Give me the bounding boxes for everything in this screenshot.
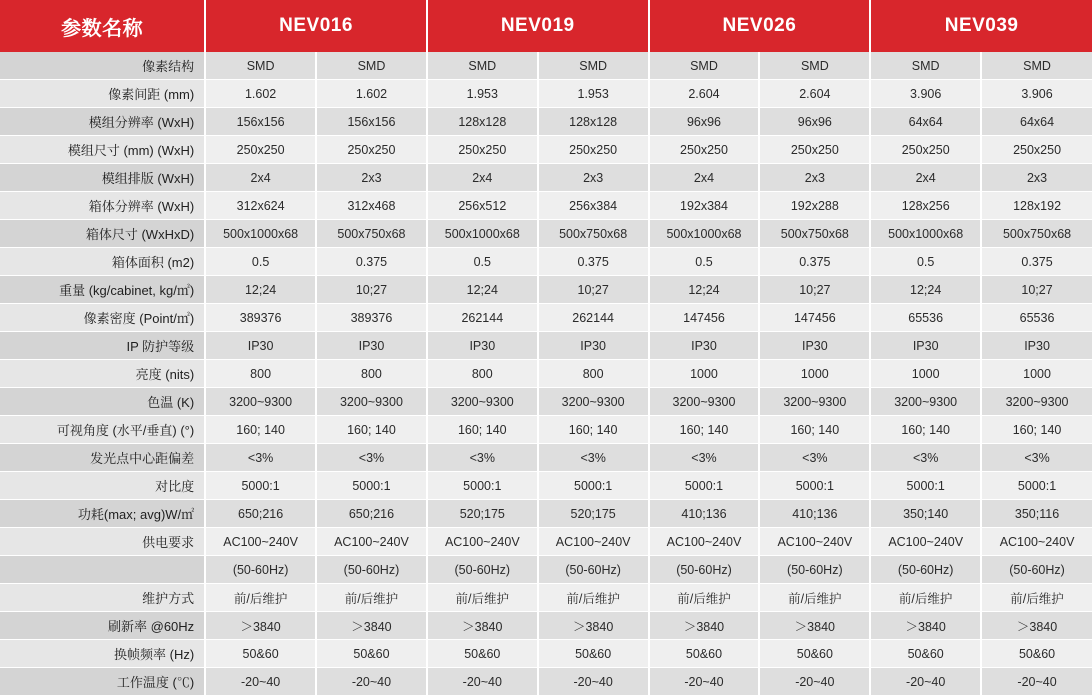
table-cell: 50&60 bbox=[649, 640, 760, 668]
table-row bbox=[0, 304, 1092, 332]
row-label: 模组尺寸 (mm) (WxH) bbox=[0, 136, 205, 164]
table-cell: -20~40 bbox=[981, 668, 1092, 696]
table-cell: 800 bbox=[316, 360, 427, 388]
table-cell: 50&60 bbox=[538, 640, 649, 668]
row-label: 重量 (kg/cabinet, kg/㎡) bbox=[0, 276, 205, 304]
table-cell: SMD bbox=[981, 52, 1092, 80]
table-row bbox=[0, 668, 1092, 696]
table-cell: IP30 bbox=[427, 332, 538, 360]
header-model-2: NEV026 bbox=[649, 0, 871, 52]
table-cell: (50-60Hz) bbox=[870, 556, 981, 584]
table-cell: 5000:1 bbox=[759, 472, 870, 500]
table-cell: 0.375 bbox=[981, 248, 1092, 276]
table-cell: 5000:1 bbox=[538, 472, 649, 500]
table-cell: -20~40 bbox=[538, 668, 649, 696]
table-cell: 800 bbox=[205, 360, 316, 388]
table-cell: SMD bbox=[759, 52, 870, 80]
table-cell: 192x288 bbox=[759, 192, 870, 220]
table-cell: 500x1000x68 bbox=[870, 220, 981, 248]
table-cell: 2.604 bbox=[759, 80, 870, 108]
table-cell: <3% bbox=[870, 444, 981, 472]
table-cell: 前/后维护 bbox=[981, 584, 1092, 612]
table-cell: 12;24 bbox=[427, 276, 538, 304]
table-cell: 160; 140 bbox=[649, 416, 760, 444]
row-label: 功耗(max; avg)W/㎡ bbox=[0, 500, 205, 528]
table-row bbox=[0, 220, 1092, 248]
row-label: 模组分辨率 (WxH) bbox=[0, 108, 205, 136]
table-row bbox=[0, 360, 1092, 388]
table-cell: 65536 bbox=[981, 304, 1092, 332]
table-cell: 520;175 bbox=[538, 500, 649, 528]
table-cell: ＞3840 bbox=[649, 612, 760, 640]
table-cell: 256x512 bbox=[427, 192, 538, 220]
row-label: 像素结构 bbox=[0, 52, 205, 80]
table-cell: 1.602 bbox=[316, 80, 427, 108]
table-cell: 2x3 bbox=[981, 164, 1092, 192]
table-row bbox=[0, 444, 1092, 472]
table-cell: AC100~240V bbox=[981, 528, 1092, 556]
table-cell: IP30 bbox=[981, 332, 1092, 360]
table-row bbox=[0, 416, 1092, 444]
table-row bbox=[0, 500, 1092, 528]
table-cell: SMD bbox=[316, 52, 427, 80]
table-cell: IP30 bbox=[759, 332, 870, 360]
table-cell: IP30 bbox=[205, 332, 316, 360]
table-cell: 250x250 bbox=[759, 136, 870, 164]
table-cell: 10;27 bbox=[538, 276, 649, 304]
row-label: 对比度 bbox=[0, 472, 205, 500]
table-cell: <3% bbox=[316, 444, 427, 472]
table-cell: (50-60Hz) bbox=[649, 556, 760, 584]
table-cell: AC100~240V bbox=[538, 528, 649, 556]
table-cell: AC100~240V bbox=[870, 528, 981, 556]
table-cell: 3200~9300 bbox=[538, 388, 649, 416]
table-cell: 10;27 bbox=[316, 276, 427, 304]
table-cell: (50-60Hz) bbox=[759, 556, 870, 584]
row-label: 刷新率 @60Hz bbox=[0, 612, 205, 640]
table-cell: 800 bbox=[427, 360, 538, 388]
table-cell: 5000:1 bbox=[649, 472, 760, 500]
row-label: 工作温度 (℃) bbox=[0, 668, 205, 696]
table-cell: 389376 bbox=[205, 304, 316, 332]
table-cell: 2x3 bbox=[759, 164, 870, 192]
header-row bbox=[0, 0, 1092, 52]
table-cell: 12;24 bbox=[205, 276, 316, 304]
table-cell: IP30 bbox=[538, 332, 649, 360]
table-cell: 5000:1 bbox=[316, 472, 427, 500]
table-cell: 160; 140 bbox=[759, 416, 870, 444]
table-cell: 10;27 bbox=[759, 276, 870, 304]
table-cell: 2x3 bbox=[538, 164, 649, 192]
row-label: 箱体面积 (m2) bbox=[0, 248, 205, 276]
table-cell: 2x4 bbox=[205, 164, 316, 192]
table-row bbox=[0, 108, 1092, 136]
table-cell: 前/后维护 bbox=[427, 584, 538, 612]
table-cell: <3% bbox=[205, 444, 316, 472]
table-cell: (50-60Hz) bbox=[316, 556, 427, 584]
row-label: IP 防护等级 bbox=[0, 332, 205, 360]
table-cell: AC100~240V bbox=[316, 528, 427, 556]
table-cell: 520;175 bbox=[427, 500, 538, 528]
table-row bbox=[0, 164, 1092, 192]
table-cell: 前/后维护 bbox=[649, 584, 760, 612]
table-cell: ＞3840 bbox=[870, 612, 981, 640]
table-cell: IP30 bbox=[870, 332, 981, 360]
table-cell: 128x128 bbox=[427, 108, 538, 136]
table-cell: -20~40 bbox=[205, 668, 316, 696]
table-cell: 800 bbox=[538, 360, 649, 388]
table-cell: 64x64 bbox=[870, 108, 981, 136]
table-cell: 10;27 bbox=[981, 276, 1092, 304]
table-cell: ＞3840 bbox=[981, 612, 1092, 640]
table-cell: (50-60Hz) bbox=[205, 556, 316, 584]
table-cell: 312x468 bbox=[316, 192, 427, 220]
table-cell: 389376 bbox=[316, 304, 427, 332]
row-label: 像素间距 (mm) bbox=[0, 80, 205, 108]
table-cell: 12;24 bbox=[649, 276, 760, 304]
header-model-3: NEV039 bbox=[870, 0, 1092, 52]
row-label: 像素密度 (Point/㎡) bbox=[0, 304, 205, 332]
table-cell: <3% bbox=[649, 444, 760, 472]
table-cell: 160; 140 bbox=[316, 416, 427, 444]
row-label: 亮度 (nits) bbox=[0, 360, 205, 388]
table-cell: 250x250 bbox=[649, 136, 760, 164]
table-row bbox=[0, 332, 1092, 360]
row-label: 模组排版 (WxH) bbox=[0, 164, 205, 192]
table-cell: 250x250 bbox=[870, 136, 981, 164]
table-cell: -20~40 bbox=[759, 668, 870, 696]
table-row bbox=[0, 472, 1092, 500]
table-cell: 50&60 bbox=[870, 640, 981, 668]
table-cell: 160; 140 bbox=[427, 416, 538, 444]
table-cell: 500x750x68 bbox=[759, 220, 870, 248]
table-cell: 500x750x68 bbox=[538, 220, 649, 248]
table-cell: 250x250 bbox=[981, 136, 1092, 164]
table-cell: 0.5 bbox=[649, 248, 760, 276]
table-cell: AC100~240V bbox=[427, 528, 538, 556]
table-cell: 50&60 bbox=[759, 640, 870, 668]
table-cell: 128x192 bbox=[981, 192, 1092, 220]
table-cell: SMD bbox=[538, 52, 649, 80]
table-cell: 500x1000x68 bbox=[427, 220, 538, 248]
table-cell: 3200~9300 bbox=[759, 388, 870, 416]
table-cell: AC100~240V bbox=[759, 528, 870, 556]
table-cell: 128x128 bbox=[538, 108, 649, 136]
table-header bbox=[0, 0, 1092, 52]
table-row bbox=[0, 136, 1092, 164]
table-cell: 前/后维护 bbox=[205, 584, 316, 612]
table-cell: 0.375 bbox=[759, 248, 870, 276]
table-cell: 65536 bbox=[870, 304, 981, 332]
table-cell: SMD bbox=[205, 52, 316, 80]
table-cell: 250x250 bbox=[205, 136, 316, 164]
table-cell: 3200~9300 bbox=[981, 388, 1092, 416]
table-cell: 128x256 bbox=[870, 192, 981, 220]
table-cell: 2x4 bbox=[870, 164, 981, 192]
table-cell: AC100~240V bbox=[205, 528, 316, 556]
table-cell: 650;216 bbox=[316, 500, 427, 528]
table-body bbox=[0, 52, 1092, 696]
header-param-name: 参数名称 bbox=[0, 0, 205, 52]
table-cell: 0.375 bbox=[538, 248, 649, 276]
table-cell: ＞3840 bbox=[205, 612, 316, 640]
table-cell: 1.953 bbox=[427, 80, 538, 108]
table-cell: 160; 140 bbox=[870, 416, 981, 444]
table-cell: 250x250 bbox=[427, 136, 538, 164]
table-cell: <3% bbox=[538, 444, 649, 472]
table-cell: 262144 bbox=[538, 304, 649, 332]
table-cell: ＞3840 bbox=[538, 612, 649, 640]
table-cell: SMD bbox=[649, 52, 760, 80]
table-cell: 500x750x68 bbox=[316, 220, 427, 248]
table-cell: 1000 bbox=[649, 360, 760, 388]
table-cell: 3.906 bbox=[981, 80, 1092, 108]
table-cell: 50&60 bbox=[316, 640, 427, 668]
table-cell: <3% bbox=[759, 444, 870, 472]
table-cell: 96x96 bbox=[759, 108, 870, 136]
table-cell: <3% bbox=[981, 444, 1092, 472]
row-label bbox=[0, 556, 205, 584]
row-label: 箱体分辨率 (WxH) bbox=[0, 192, 205, 220]
table-cell: IP30 bbox=[316, 332, 427, 360]
table-cell: 410;136 bbox=[759, 500, 870, 528]
table-cell: 5000:1 bbox=[427, 472, 538, 500]
table-cell: 3200~9300 bbox=[316, 388, 427, 416]
table-cell: 前/后维护 bbox=[870, 584, 981, 612]
table-cell: 2x4 bbox=[427, 164, 538, 192]
table-cell: (50-60Hz) bbox=[981, 556, 1092, 584]
table-cell: 1.953 bbox=[538, 80, 649, 108]
table-row bbox=[0, 192, 1092, 220]
table-cell: 前/后维护 bbox=[316, 584, 427, 612]
table-cell: 156x156 bbox=[205, 108, 316, 136]
table-row bbox=[0, 556, 1092, 584]
table-cell: 1000 bbox=[981, 360, 1092, 388]
table-cell: 650;216 bbox=[205, 500, 316, 528]
table-cell: 160; 140 bbox=[981, 416, 1092, 444]
table-cell: 160; 140 bbox=[205, 416, 316, 444]
table-cell: 3200~9300 bbox=[205, 388, 316, 416]
table-row bbox=[0, 52, 1092, 80]
table-cell: 1000 bbox=[759, 360, 870, 388]
table-cell: (50-60Hz) bbox=[538, 556, 649, 584]
table-row bbox=[0, 584, 1092, 612]
table-row bbox=[0, 80, 1092, 108]
table-cell: 96x96 bbox=[649, 108, 760, 136]
table-cell: 160; 140 bbox=[538, 416, 649, 444]
table-row bbox=[0, 276, 1092, 304]
row-label: 供电要求 bbox=[0, 528, 205, 556]
table-cell: 5000:1 bbox=[205, 472, 316, 500]
table-cell: ＞3840 bbox=[427, 612, 538, 640]
table-cell: 147456 bbox=[759, 304, 870, 332]
table-cell: SMD bbox=[870, 52, 981, 80]
row-label: 换帧频率 (Hz) bbox=[0, 640, 205, 668]
table-cell: 50&60 bbox=[981, 640, 1092, 668]
table-cell: 192x384 bbox=[649, 192, 760, 220]
table-cell: (50-60Hz) bbox=[427, 556, 538, 584]
table-cell: 3.906 bbox=[870, 80, 981, 108]
table-cell: 312x624 bbox=[205, 192, 316, 220]
table-cell: 12;24 bbox=[870, 276, 981, 304]
table-cell: 262144 bbox=[427, 304, 538, 332]
table-cell: 500x750x68 bbox=[981, 220, 1092, 248]
table-cell: ＞3840 bbox=[316, 612, 427, 640]
table-cell: 2x3 bbox=[316, 164, 427, 192]
table-cell: 410;136 bbox=[649, 500, 760, 528]
table-cell: 350;140 bbox=[870, 500, 981, 528]
table-row bbox=[0, 640, 1092, 668]
table-cell: AC100~240V bbox=[649, 528, 760, 556]
table-cell: 2x4 bbox=[649, 164, 760, 192]
table-cell: <3% bbox=[427, 444, 538, 472]
table-cell: IP30 bbox=[649, 332, 760, 360]
table-cell: ＞3840 bbox=[759, 612, 870, 640]
table-row bbox=[0, 612, 1092, 640]
table-cell: 前/后维护 bbox=[759, 584, 870, 612]
table-cell: 3200~9300 bbox=[870, 388, 981, 416]
header-model-0: NEV016 bbox=[205, 0, 427, 52]
table-cell: SMD bbox=[427, 52, 538, 80]
table-cell: 250x250 bbox=[316, 136, 427, 164]
table-cell: 1.602 bbox=[205, 80, 316, 108]
table-cell: -20~40 bbox=[427, 668, 538, 696]
table-cell: 50&60 bbox=[205, 640, 316, 668]
table-cell: 500x1000x68 bbox=[205, 220, 316, 248]
table-cell: -20~40 bbox=[316, 668, 427, 696]
table-cell: 64x64 bbox=[981, 108, 1092, 136]
row-label: 色温 (K) bbox=[0, 388, 205, 416]
table-cell: 2.604 bbox=[649, 80, 760, 108]
table-cell: 5000:1 bbox=[981, 472, 1092, 500]
table-row bbox=[0, 528, 1092, 556]
table-cell: 3200~9300 bbox=[649, 388, 760, 416]
table-cell: 0.375 bbox=[316, 248, 427, 276]
table-cell: 147456 bbox=[649, 304, 760, 332]
header-model-1: NEV019 bbox=[427, 0, 649, 52]
table-cell: 256x384 bbox=[538, 192, 649, 220]
table-cell: 0.5 bbox=[205, 248, 316, 276]
table-cell: 1000 bbox=[870, 360, 981, 388]
table-row bbox=[0, 388, 1092, 416]
table-cell: 156x156 bbox=[316, 108, 427, 136]
table-cell: 50&60 bbox=[427, 640, 538, 668]
table-cell: -20~40 bbox=[870, 668, 981, 696]
table-cell: 前/后维护 bbox=[538, 584, 649, 612]
table-cell: 0.5 bbox=[870, 248, 981, 276]
table-cell: 250x250 bbox=[538, 136, 649, 164]
table-cell: 5000:1 bbox=[870, 472, 981, 500]
table-cell: 3200~9300 bbox=[427, 388, 538, 416]
row-label: 箱体尺寸 (WxHxD) bbox=[0, 220, 205, 248]
row-label: 维护方式 bbox=[0, 584, 205, 612]
table-cell: 0.5 bbox=[427, 248, 538, 276]
table-cell: 350;116 bbox=[981, 500, 1092, 528]
table-cell: -20~40 bbox=[649, 668, 760, 696]
row-label: 可视角度 (水平/垂直) (°) bbox=[0, 416, 205, 444]
table-cell: 500x1000x68 bbox=[649, 220, 760, 248]
row-label: 发光点中心距偏差 bbox=[0, 444, 205, 472]
table-row bbox=[0, 248, 1092, 276]
